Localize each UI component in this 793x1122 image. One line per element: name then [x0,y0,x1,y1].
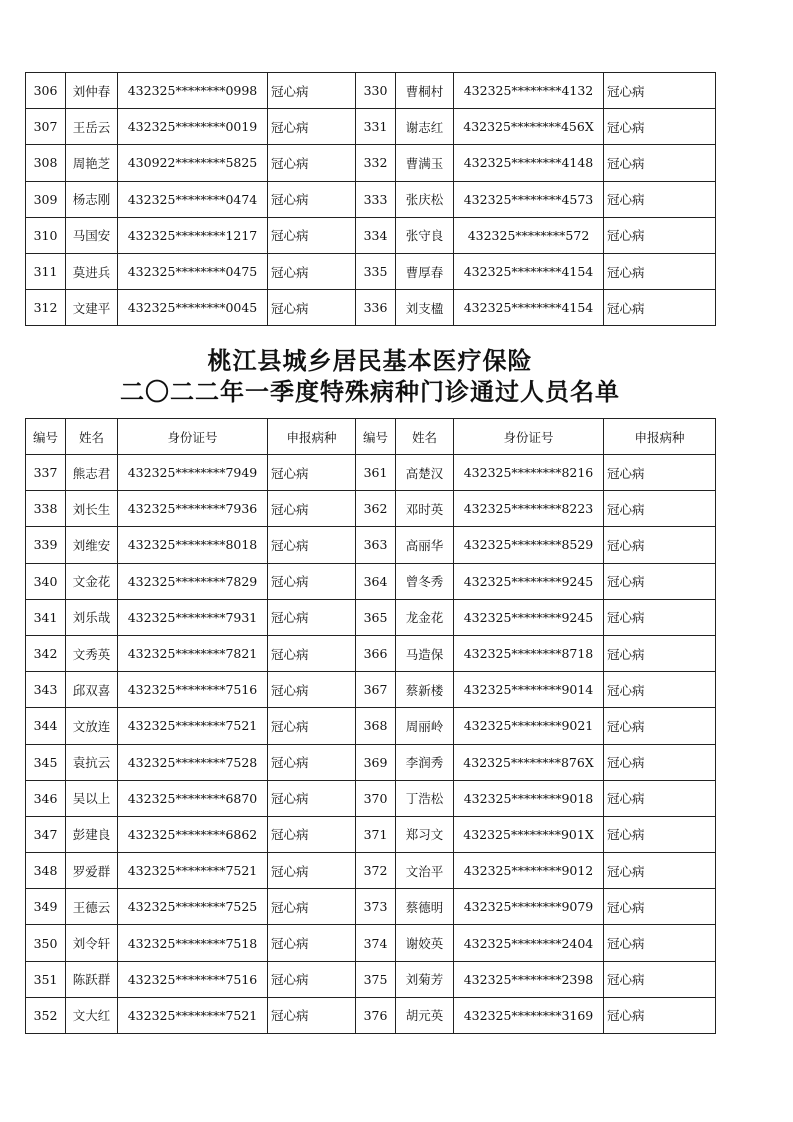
row-number: 352 [26,997,66,1033]
row-number: 337 [26,455,66,491]
row-number: 346 [26,780,66,816]
disease-type: 冠心病 [268,181,356,217]
document-subtitle: 二〇二二年一季度特殊病种门诊通过人员名单 [120,377,620,406]
person-name: 胡元英 [396,997,454,1033]
id-number: 432325********2398 [454,961,604,997]
id-number: 432325********9012 [454,853,604,889]
id-number: 430922********5825 [118,145,268,181]
id-number: 432325********1217 [118,217,268,253]
id-number: 432325********2404 [454,925,604,961]
person-name: 文大红 [66,997,118,1033]
id-number: 432325********876X [454,744,604,780]
disease-type: 冠心病 [604,816,716,852]
row-number: 371 [356,816,396,852]
disease-type: 冠心病 [268,961,356,997]
row-number: 340 [26,563,66,599]
disease-type: 冠心病 [268,672,356,708]
row-number: 311 [26,253,66,289]
id-number: 432325********7521 [118,853,268,889]
id-number: 432325********8223 [454,491,604,527]
row-number: 345 [26,744,66,780]
row-number: 310 [26,217,66,253]
id-number: 432325********9014 [454,672,604,708]
id-number: 432325********9079 [454,889,604,925]
table-row [26,73,716,109]
header-cell: 申报病种 [604,419,716,455]
row-number: 344 [26,708,66,744]
roster-table-top [25,72,716,326]
table-row [26,744,716,780]
id-number: 432325********0475 [118,253,268,289]
table-row [26,925,716,961]
row-number: 367 [356,672,396,708]
header-cell: 姓名 [66,419,118,455]
table-row [26,290,716,326]
row-number: 330 [356,73,396,109]
header-cell: 身份证号 [118,419,268,455]
person-name: 郑习文 [396,816,454,852]
table-row [26,455,716,491]
disease-type: 冠心病 [268,491,356,527]
row-number: 331 [356,109,396,145]
id-number: 432325********456X [454,109,604,145]
person-name: 谢志红 [396,109,454,145]
table-row [26,997,716,1033]
id-number: 432325********901X [454,816,604,852]
person-name: 李润秀 [396,744,454,780]
person-name: 刘支楹 [396,290,454,326]
id-number: 432325********9245 [454,599,604,635]
id-number: 432325********7936 [118,491,268,527]
id-number: 432325********7525 [118,889,268,925]
disease-type: 冠心病 [604,997,716,1033]
disease-type: 冠心病 [604,925,716,961]
row-number: 334 [356,217,396,253]
disease-type: 冠心病 [268,744,356,780]
person-name: 王岳云 [66,109,118,145]
person-name: 曾冬秀 [396,563,454,599]
header-cell: 编号 [356,419,396,455]
person-name: 刘长生 [66,491,118,527]
disease-type: 冠心病 [268,455,356,491]
id-number: 432325********7949 [118,455,268,491]
table-row [26,491,716,527]
disease-type: 冠心病 [604,708,716,744]
id-number: 432325********8018 [118,527,268,563]
disease-type: 冠心病 [268,290,356,326]
disease-type: 冠心病 [268,73,356,109]
table-row [26,780,716,816]
disease-type: 冠心病 [268,563,356,599]
disease-type: 冠心病 [604,961,716,997]
disease-type: 冠心病 [268,925,356,961]
row-number: 361 [356,455,396,491]
id-number: 432325********6870 [118,780,268,816]
person-name: 丁浩松 [396,780,454,816]
id-number: 432325********9018 [454,780,604,816]
person-name: 蔡新楼 [396,672,454,708]
row-number: 374 [356,925,396,961]
person-name: 文秀英 [66,635,118,671]
id-number: 432325********7521 [118,997,268,1033]
id-number: 432325********4132 [454,73,604,109]
table-row [26,181,716,217]
table-row [26,816,716,852]
table-row [26,599,716,635]
row-number: 341 [26,599,66,635]
row-number: 370 [356,780,396,816]
id-number: 432325********7821 [118,635,268,671]
disease-type: 冠心病 [604,109,716,145]
disease-type: 冠心病 [268,217,356,253]
person-name: 邓时英 [396,491,454,527]
table-row [26,109,716,145]
id-number: 432325********9021 [454,708,604,744]
person-name: 高楚汉 [396,455,454,491]
id-number: 432325********7931 [118,599,268,635]
row-number: 343 [26,672,66,708]
row-number: 333 [356,181,396,217]
roster-table-bottom [25,418,716,1034]
row-number: 373 [356,889,396,925]
table-row [26,145,716,181]
disease-type: 冠心病 [268,816,356,852]
person-name: 谢姣英 [396,925,454,961]
person-name: 曹桐村 [396,73,454,109]
disease-type: 冠心病 [268,145,356,181]
row-number: 364 [356,563,396,599]
disease-type: 冠心病 [604,181,716,217]
person-name: 刘维安 [66,527,118,563]
id-number: 432325********0998 [118,73,268,109]
person-name: 熊志君 [66,455,118,491]
person-name: 邱双喜 [66,672,118,708]
person-name: 马造保 [396,635,454,671]
row-number: 375 [356,961,396,997]
row-number: 351 [26,961,66,997]
person-name: 袁抗云 [66,744,118,780]
disease-type: 冠心病 [268,527,356,563]
disease-type: 冠心病 [604,744,716,780]
row-number: 368 [356,708,396,744]
id-number: 432325********7528 [118,744,268,780]
disease-type: 冠心病 [604,853,716,889]
person-name: 高丽华 [396,527,454,563]
disease-type: 冠心病 [604,217,716,253]
person-name: 罗爱群 [66,853,118,889]
disease-type: 冠心病 [604,527,716,563]
header-cell: 姓名 [396,419,454,455]
roster-body-bottom [26,455,716,1034]
disease-type: 冠心病 [604,253,716,289]
id-number: 432325********4573 [454,181,604,217]
disease-type: 冠心病 [268,635,356,671]
id-number: 432325********0019 [118,109,268,145]
row-number: 306 [26,73,66,109]
header-cell: 编号 [26,419,66,455]
person-name: 陈跃群 [66,961,118,997]
id-number: 432325********0474 [118,181,268,217]
person-name: 刘乐哉 [66,599,118,635]
roster-body-top [26,73,716,326]
person-name: 文金花 [66,563,118,599]
disease-type: 冠心病 [268,853,356,889]
table-row [26,563,716,599]
person-name: 蔡德明 [396,889,454,925]
disease-type: 冠心病 [604,290,716,326]
disease-type: 冠心病 [268,599,356,635]
header-cell: 申报病种 [268,419,356,455]
disease-type: 冠心病 [268,253,356,289]
row-number: 342 [26,635,66,671]
person-name: 张守良 [396,217,454,253]
id-number: 432325********7516 [118,672,268,708]
row-number: 362 [356,491,396,527]
person-name: 杨志刚 [66,181,118,217]
person-name: 周丽岭 [396,708,454,744]
row-number: 376 [356,997,396,1033]
id-number: 432325********8718 [454,635,604,671]
row-number: 363 [356,527,396,563]
id-number: 432325********7518 [118,925,268,961]
id-number: 432325********572 [454,217,604,253]
row-number: 347 [26,816,66,852]
disease-type: 冠心病 [268,997,356,1033]
row-number: 366 [356,635,396,671]
person-name: 周艳芝 [66,145,118,181]
row-number: 350 [26,925,66,961]
row-number: 369 [356,744,396,780]
row-number: 307 [26,109,66,145]
id-number: 432325********7521 [118,708,268,744]
disease-type: 冠心病 [604,599,716,635]
person-name: 文治平 [396,853,454,889]
row-number: 332 [356,145,396,181]
disease-type: 冠心病 [604,563,716,599]
id-number: 432325********4154 [454,290,604,326]
person-name: 马国安 [66,217,118,253]
disease-type: 冠心病 [268,109,356,145]
table-row [26,672,716,708]
table-row [26,635,716,671]
disease-type: 冠心病 [604,73,716,109]
person-name: 文建平 [66,290,118,326]
id-number: 432325********6862 [118,816,268,852]
person-name: 刘令轩 [66,925,118,961]
row-number: 372 [356,853,396,889]
person-name: 吴以上 [66,780,118,816]
table-row [26,853,716,889]
disease-type: 冠心病 [268,889,356,925]
id-number: 432325********8529 [454,527,604,563]
table-header-row [26,419,716,455]
row-number: 365 [356,599,396,635]
table-row [26,217,716,253]
id-number: 432325********4148 [454,145,604,181]
row-number: 348 [26,853,66,889]
person-name: 龙金花 [396,599,454,635]
disease-type: 冠心病 [604,780,716,816]
person-name: 王德云 [66,889,118,925]
disease-type: 冠心病 [604,145,716,181]
person-name: 曹厚春 [396,253,454,289]
table-row [26,527,716,563]
row-number: 312 [26,290,66,326]
row-number: 309 [26,181,66,217]
row-number: 336 [356,290,396,326]
id-number: 432325********8216 [454,455,604,491]
header-cell: 身份证号 [454,419,604,455]
id-number: 432325********0045 [118,290,268,326]
id-number: 432325********7829 [118,563,268,599]
disease-type: 冠心病 [268,780,356,816]
person-name: 曹满玉 [396,145,454,181]
id-number: 432325********9245 [454,563,604,599]
row-number: 308 [26,145,66,181]
table-row [26,253,716,289]
table-row [26,889,716,925]
row-number: 349 [26,889,66,925]
row-number: 338 [26,491,66,527]
disease-type: 冠心病 [604,672,716,708]
person-name: 文放连 [66,708,118,744]
row-number: 335 [356,253,396,289]
person-name: 莫进兵 [66,253,118,289]
disease-type: 冠心病 [604,889,716,925]
id-number: 432325********3169 [454,997,604,1033]
person-name: 彭建良 [66,816,118,852]
row-number: 339 [26,527,66,563]
id-number: 432325********4154 [454,253,604,289]
disease-type: 冠心病 [268,708,356,744]
person-name: 张庆松 [396,181,454,217]
id-number: 432325********7516 [118,961,268,997]
disease-type: 冠心病 [604,455,716,491]
person-name: 刘仲春 [66,73,118,109]
disease-type: 冠心病 [604,491,716,527]
disease-type: 冠心病 [604,635,716,671]
person-name: 刘菊芳 [396,961,454,997]
table-row [26,961,716,997]
document-title: 桃江县城乡居民基本医疗保险 [207,346,533,375]
table-row [26,708,716,744]
